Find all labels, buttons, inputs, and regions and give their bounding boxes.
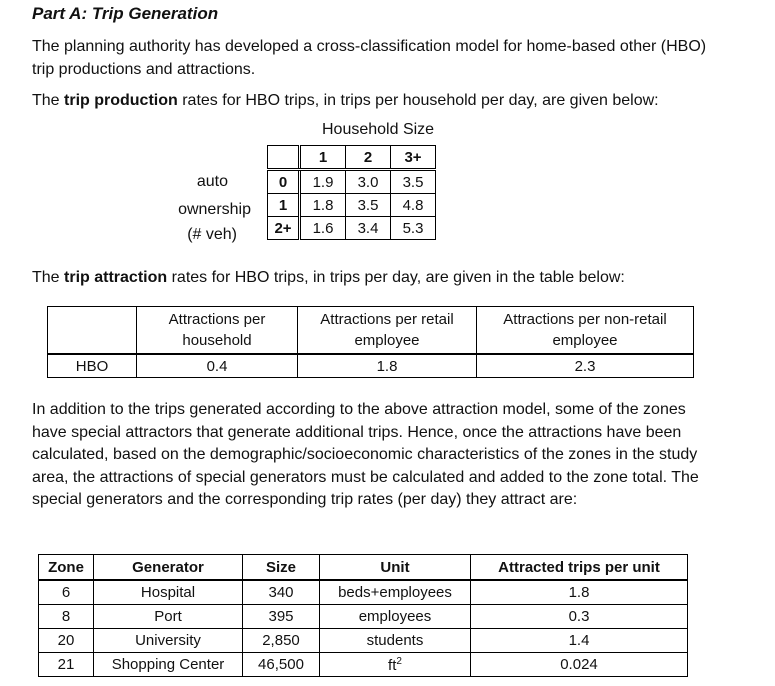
size-cell: 2,850	[243, 629, 320, 653]
row-header: 1	[268, 194, 300, 217]
gen-header: Zone	[39, 555, 94, 581]
attraction-intro: The trip attraction rates for HBO trips, in trips per day, are given in the table below:	[32, 269, 625, 286]
rate-cell: 5.3	[391, 217, 436, 240]
rate-cell: 0.024	[471, 653, 688, 677]
rate-cell: 3.4	[346, 217, 391, 240]
rate-cell: 3.5	[391, 170, 436, 194]
size-cell: 46,500	[243, 653, 320, 677]
attr-header: Attractions per retail employee	[298, 307, 477, 355]
zone-cell: 20	[39, 629, 94, 653]
unit-cell: beds+employees	[320, 580, 471, 605]
rate-cell: 3.0	[346, 170, 391, 194]
rate-cell: 4.8	[391, 194, 436, 217]
generator-cell: University	[94, 629, 243, 653]
zone-cell: 21	[39, 653, 94, 677]
row-header: 0	[268, 170, 300, 194]
rate-cell: 3.5	[346, 194, 391, 217]
attr-value: 1.8	[298, 354, 477, 378]
corner-cell	[268, 146, 300, 170]
ownership-label: ownership	[178, 201, 251, 218]
zone-cell: 6	[39, 580, 94, 605]
zone-cell: 8	[39, 605, 94, 629]
rate-cell: 0.3	[471, 605, 688, 629]
generators-table	[38, 554, 688, 677]
attraction-table	[47, 306, 694, 378]
size-cell: 340	[243, 580, 320, 605]
gen-header: Unit	[320, 555, 471, 581]
attr-value: 2.3	[477, 354, 694, 378]
gen-header: Size	[243, 555, 320, 581]
household-size-title: Household Size	[322, 121, 435, 138]
rate-cell: 1.9	[300, 170, 346, 194]
row-header: 2+	[268, 217, 300, 240]
unit-cell: employees	[320, 605, 471, 629]
special-generators-paragraph: In addition to the trips generated according to the above attraction model, some of the zones have special attractors that generate additional trips. Hence, once the attractions have been calculated, based on the demographic/socioeconomic characteristics of the zones in the study area, the attractions of special generators must be calculated and added to the zone total. The special generators and the corresponding trip rates (per day) they attract are:	[32, 401, 699, 508]
col-header: 2	[346, 146, 391, 170]
intro-paragraph: The planning authority has developed a cross-classification model for home-based other (HBO) trip productions and attractions.	[32, 38, 707, 78]
rate-cell: 1.8	[471, 580, 688, 605]
section-heading: Part A: Trip Generation	[32, 4, 219, 23]
rate-cell: 1.4	[471, 629, 688, 653]
gen-header: Generator	[94, 555, 243, 581]
generator-cell: Port	[94, 605, 243, 629]
unit-cell: students	[320, 629, 471, 653]
generator-cell: Shopping Center	[94, 653, 243, 677]
gen-header: Attracted trips per unit	[471, 555, 688, 581]
auto-label: auto	[196, 173, 228, 190]
rate-cell: 1.8	[300, 194, 346, 217]
attr-header: Attractions per non-retail employee	[477, 307, 694, 355]
unit-cell: $ft^2$	[320, 653, 471, 677]
size-cell: 395	[243, 605, 320, 629]
col-header: 1	[300, 146, 346, 170]
attr-header: Attractions per household	[137, 307, 298, 355]
rate-cell: 1.6	[300, 217, 346, 240]
row-header: HBO	[48, 354, 137, 378]
veh-label: (# veh)	[187, 226, 237, 243]
generator-cell: Hospital	[94, 580, 243, 605]
production-table	[267, 145, 436, 240]
production-intro: The trip production rates for HBO trips, in trips per household per day, are given below:	[32, 92, 659, 109]
col-header: 3+	[391, 146, 436, 170]
attr-value: 0.4	[137, 354, 298, 378]
corner-cell	[48, 307, 137, 355]
